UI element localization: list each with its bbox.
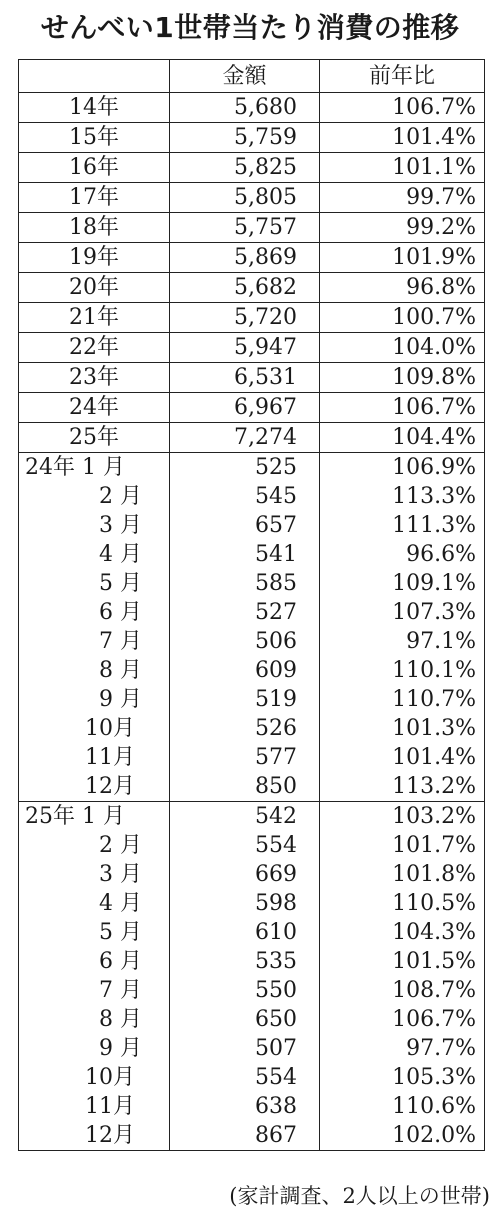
row-label: 22年 — [19, 333, 170, 363]
amount-cell: 585 — [170, 569, 320, 598]
row-label: 5 月 — [19, 918, 170, 947]
row-label: 14年 — [19, 93, 170, 123]
amount-cell: 609 — [170, 656, 320, 685]
table-row — [19, 889, 485, 918]
ratio-cell: 103.2% — [320, 802, 485, 832]
table-row — [19, 1034, 485, 1063]
amount-cell: 638 — [170, 1092, 320, 1121]
amount-cell: 650 — [170, 1005, 320, 1034]
table-row — [19, 569, 485, 598]
row-label: 2 月 — [19, 831, 170, 860]
ratio-cell: 102.0% — [320, 1121, 485, 1151]
header-label — [19, 60, 170, 93]
amount-cell: 5,720 — [170, 303, 320, 333]
row-label: 4 月 — [19, 540, 170, 569]
ratio-cell: 107.3% — [320, 598, 485, 627]
ratio-cell: 104.4% — [320, 423, 485, 453]
table-row — [19, 743, 485, 772]
amount-cell: 6,967 — [170, 393, 320, 423]
amount-cell: 507 — [170, 1034, 320, 1063]
row-label: 20年 — [19, 273, 170, 303]
monthly-2025-section — [19, 802, 485, 1151]
ratio-cell: 110.7% — [320, 685, 485, 714]
amount-cell: 850 — [170, 772, 320, 802]
header-row — [19, 60, 485, 93]
row-label: 9 月 — [19, 1034, 170, 1063]
row-label: 3 月 — [19, 860, 170, 889]
monthly-2024-section — [19, 453, 485, 802]
row-label: 11月 — [19, 1092, 170, 1121]
table-row — [19, 802, 485, 832]
table-row — [19, 1005, 485, 1034]
row-label: 25年 1 月 — [19, 802, 170, 832]
table-row — [19, 918, 485, 947]
ratio-cell: 97.1% — [320, 627, 485, 656]
source-note: (家計調査、2人以上の世帯) — [229, 1184, 490, 1208]
table-row — [19, 831, 485, 860]
row-label: 2 月 — [19, 482, 170, 511]
row-label: 4 月 — [19, 889, 170, 918]
ratio-cell: 101.8% — [320, 860, 485, 889]
amount-cell: 5,825 — [170, 153, 320, 183]
table-row — [19, 627, 485, 656]
ratio-cell: 100.7% — [320, 303, 485, 333]
ratio-cell: 101.4% — [320, 743, 485, 772]
amount-cell: 545 — [170, 482, 320, 511]
ratio-cell: 111.3% — [320, 511, 485, 540]
table-row — [19, 714, 485, 743]
table-row — [19, 1063, 485, 1092]
header-ratio: 前年比 — [320, 60, 485, 93]
header-amount: 金額 — [170, 60, 320, 93]
ratio-cell: 104.3% — [320, 918, 485, 947]
ratio-cell: 101.1% — [320, 153, 485, 183]
table-row — [19, 656, 485, 685]
row-label: 9 月 — [19, 685, 170, 714]
table-row — [19, 540, 485, 569]
ratio-cell: 105.3% — [320, 1063, 485, 1092]
amount-cell: 541 — [170, 540, 320, 569]
table-row — [19, 453, 485, 483]
table-row — [19, 1121, 485, 1151]
table-row — [19, 772, 485, 802]
table-row — [19, 363, 485, 393]
table-row — [19, 685, 485, 714]
table-row — [19, 123, 485, 153]
ratio-cell: 101.5% — [320, 947, 485, 976]
amount-cell: 5,805 — [170, 183, 320, 213]
row-label: 6 月 — [19, 947, 170, 976]
row-label: 7 月 — [19, 627, 170, 656]
ratio-cell: 109.8% — [320, 363, 485, 393]
table-row — [19, 1092, 485, 1121]
table-row — [19, 976, 485, 1005]
row-label: 8 月 — [19, 656, 170, 685]
row-label: 12月 — [19, 772, 170, 802]
row-label: 17年 — [19, 183, 170, 213]
amount-cell: 506 — [170, 627, 320, 656]
row-label: 6 月 — [19, 598, 170, 627]
ratio-cell: 110.5% — [320, 889, 485, 918]
table-row — [19, 243, 485, 273]
row-label: 24年 1 月 — [19, 453, 170, 483]
row-label: 24年 — [19, 393, 170, 423]
amount-cell: 554 — [170, 1063, 320, 1092]
ratio-cell: 106.9% — [320, 453, 485, 483]
table-header — [19, 60, 485, 93]
amount-cell: 525 — [170, 453, 320, 483]
table-row — [19, 333, 485, 363]
table-row — [19, 93, 485, 123]
ratio-cell: 99.7% — [320, 183, 485, 213]
row-label: 23年 — [19, 363, 170, 393]
row-label: 8 月 — [19, 1005, 170, 1034]
row-label: 11月 — [19, 743, 170, 772]
row-label: 12月 — [19, 1121, 170, 1151]
row-label: 19年 — [19, 243, 170, 273]
row-label: 10月 — [19, 1063, 170, 1092]
row-label: 15年 — [19, 123, 170, 153]
amount-cell: 5,869 — [170, 243, 320, 273]
amount-cell: 867 — [170, 1121, 320, 1151]
row-label: 5 月 — [19, 569, 170, 598]
row-label: 3 月 — [19, 511, 170, 540]
amount-cell: 550 — [170, 976, 320, 1005]
ratio-cell: 101.9% — [320, 243, 485, 273]
amount-cell: 5,757 — [170, 213, 320, 243]
amount-cell: 7,274 — [170, 423, 320, 453]
ratio-cell: 109.1% — [320, 569, 485, 598]
row-label: 25年 — [19, 423, 170, 453]
ratio-cell: 99.2% — [320, 213, 485, 243]
amount-cell: 577 — [170, 743, 320, 772]
table-title: せんべい1世帯当たり消費の推移 — [40, 11, 460, 44]
consumption-table — [18, 59, 485, 1151]
annual-section — [19, 93, 485, 453]
ratio-cell: 104.0% — [320, 333, 485, 363]
table-row — [19, 393, 485, 423]
ratio-cell: 97.7% — [320, 1034, 485, 1063]
ratio-cell: 108.7% — [320, 976, 485, 1005]
table-row — [19, 947, 485, 976]
ratio-cell: 101.4% — [320, 123, 485, 153]
table-row — [19, 303, 485, 333]
table-row — [19, 482, 485, 511]
row-label: 10月 — [19, 714, 170, 743]
ratio-cell: 113.2% — [320, 772, 485, 802]
ratio-cell: 101.7% — [320, 831, 485, 860]
table-row — [19, 598, 485, 627]
table-row — [19, 153, 485, 183]
table-row — [19, 423, 485, 453]
table-row — [19, 273, 485, 303]
amount-cell: 657 — [170, 511, 320, 540]
table-row — [19, 511, 485, 540]
ratio-cell: 106.7% — [320, 393, 485, 423]
amount-cell: 554 — [170, 831, 320, 860]
amount-cell: 5,759 — [170, 123, 320, 153]
ratio-cell: 113.3% — [320, 482, 485, 511]
row-label: 21年 — [19, 303, 170, 333]
amount-cell: 519 — [170, 685, 320, 714]
amount-cell: 610 — [170, 918, 320, 947]
table-row — [19, 183, 485, 213]
amount-cell: 542 — [170, 802, 320, 832]
amount-cell: 527 — [170, 598, 320, 627]
row-label: 7 月 — [19, 976, 170, 1005]
row-label: 16年 — [19, 153, 170, 183]
ratio-cell: 101.3% — [320, 714, 485, 743]
ratio-cell: 96.6% — [320, 540, 485, 569]
amount-cell: 6,531 — [170, 363, 320, 393]
ratio-cell: 96.8% — [320, 273, 485, 303]
amount-cell: 5,682 — [170, 273, 320, 303]
row-label: 18年 — [19, 213, 170, 243]
ratio-cell: 106.7% — [320, 93, 485, 123]
ratio-cell: 110.1% — [320, 656, 485, 685]
amount-cell: 5,680 — [170, 93, 320, 123]
amount-cell: 598 — [170, 889, 320, 918]
ratio-cell: 106.7% — [320, 1005, 485, 1034]
amount-cell: 526 — [170, 714, 320, 743]
amount-cell: 669 — [170, 860, 320, 889]
table-row — [19, 213, 485, 243]
amount-cell: 535 — [170, 947, 320, 976]
amount-cell: 5,947 — [170, 333, 320, 363]
table-row — [19, 860, 485, 889]
ratio-cell: 110.6% — [320, 1092, 485, 1121]
